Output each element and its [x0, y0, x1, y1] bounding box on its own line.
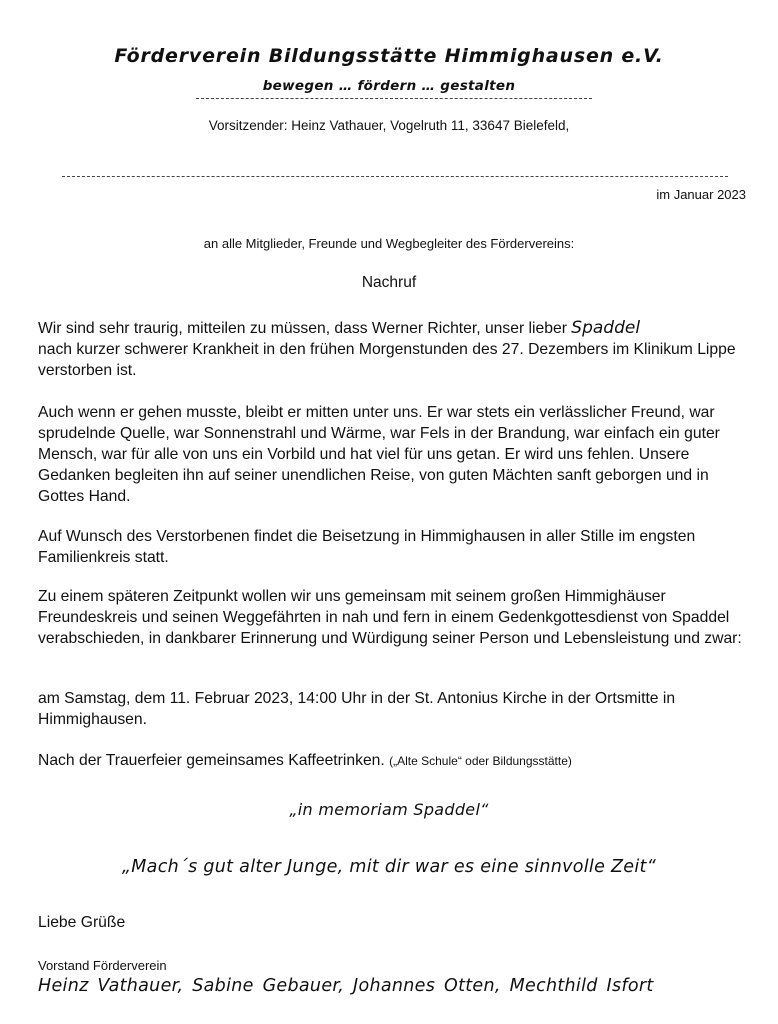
letterhead-divider [196, 98, 592, 99]
in-memoriam-line: „in memoriam Spaddel“ [289, 800, 489, 819]
letter-date: im Januar 2023 [656, 187, 746, 202]
nickname-handwritten: Spaddel [571, 318, 641, 338]
coffee-location-note: („Alte Schule“ oder Bildungsstätte) [389, 754, 572, 768]
board-signatures: Heinz Vathauer, Sabine Gebauer, Johannes Otten, Mechthild Isfort [38, 976, 654, 996]
addressee-line: an alle Mitglieder, Freunde und Wegbegleiter des Fördervereins: [203, 236, 575, 251]
paragraph-memorial-service: Zu einem späteren Zeitpunkt wollen wir uns gemeinsam mit seinem großen Himmighäuser Freundeskreis und seinen Weggefährten in nah und fern in einem Gedenkgottesdienst von Spaddel verabschieden, in dankbarer Erinnerung und Würdigung seiner Person und Lebensleistung und zwar: [38, 588, 742, 647]
closing-greeting: Liebe Grüße [38, 914, 126, 931]
board-label: Vorstand Förderverein [38, 958, 167, 973]
coffee-text: Nach der Trauerfeier gemeinsames Kaffeetrinken. [38, 752, 385, 769]
page-title: Nachruf [361, 274, 417, 291]
paragraph-announcement [38, 318, 758, 381]
paragraph-service-date: am Samstag, dem 11. Februar 2023, 14:00 Uhr in der St. Antonius Kirche in der Ortsmitte in Himmighausen. [38, 690, 676, 728]
paragraph-tribute: Auch wenn er gehen musste, bleibt er mitten unter uns. Er war stets ein verlässlicher Freund, war sprudelnde Quelle, war Sonnenstrahl und Wärme, war Fels in der Brandung, war einfach ein guter Mensch, war für alle von uns ein Vorbild und hat viel für uns getan. Er wird uns fehlen. Unsere Gedanken begleiten ihn auf seiner unendlichen Reise, von guten Mächten sanft geborgen und in Gottes Hand. [38, 404, 720, 505]
paragraph-burial: Auf Wunsch des Verstorbenen findet die Beisetzung in Himmighausen in aller Stille im engsten Familienkreis statt. [38, 528, 696, 566]
header-divider [62, 176, 728, 177]
paragraph-coffee [38, 750, 758, 772]
paragraph-announcement-text: Wir sind sehr traurig, mitteilen zu müssen, dass Werner Richter, unser lieber [38, 320, 572, 337]
chair-address: Vorsitzender: Heinz Vathauer, Vogelruth 11, 33647 Bielefeld, [208, 118, 570, 133]
organization-name: Förderverein Bildungsstätte Himmighausen e.V. [114, 45, 664, 67]
organization-motto: bewegen … fördern … gestalten [262, 78, 516, 94]
farewell-quote: „Mach´s gut alter Junge, mit dir war es eine sinnvolle Zeit“ [121, 857, 657, 877]
paragraph-announcement-continuation: nach kurzer schwerer Krankheit in den frühen Morgenstunden des 27. Dezembers im Klinikum Lippe verstorben ist. [38, 341, 736, 379]
